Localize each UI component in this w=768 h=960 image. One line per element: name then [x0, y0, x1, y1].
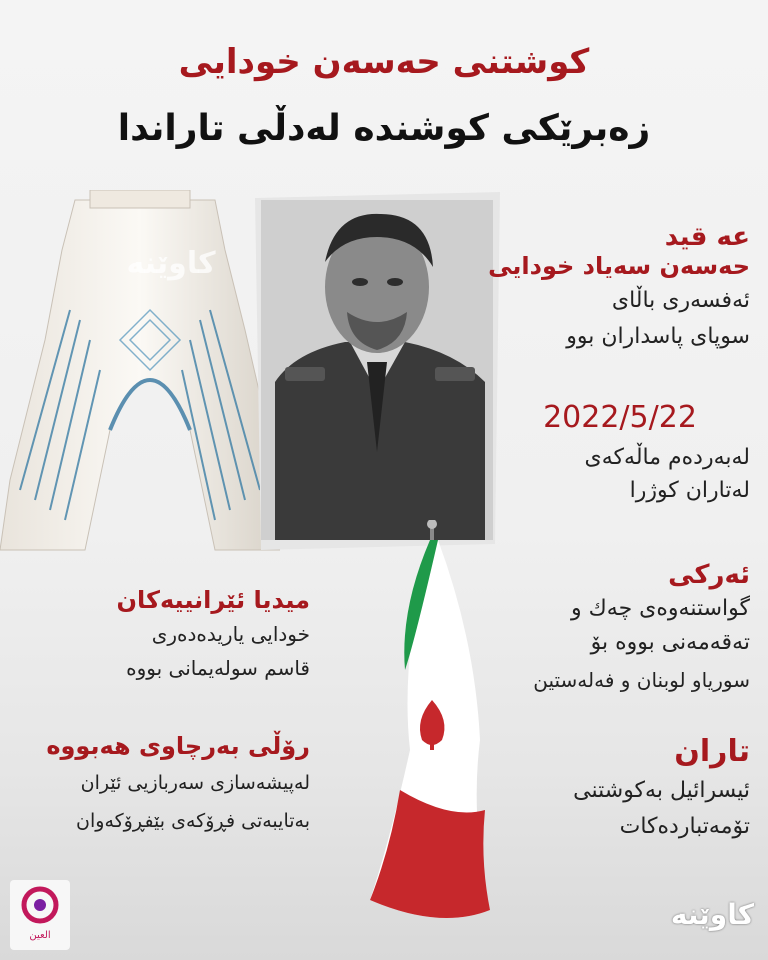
tehran-heading: تاران	[674, 734, 750, 769]
place-line-1: لەبەردەم ماڵەکەی	[584, 445, 750, 470]
media-heading: میدیا ئێرانییەکان	[116, 586, 310, 614]
brand-logo: کاوێنە	[670, 898, 754, 931]
alain-logo-text: العين	[29, 930, 51, 941]
place-line-2: لەتاران کوژرا	[629, 478, 750, 503]
alain-logo-icon	[10, 880, 70, 930]
description-line-1: ئەفسەری باڵای	[611, 288, 750, 313]
duty-line-3: سوریاو لوبنان و فەلەستین	[533, 668, 750, 692]
media-line-2: قاسم سولەیمانی بووە	[126, 656, 310, 680]
headline-subtitle: زەبرێکی کوشندە لەدڵی تاراندا	[117, 108, 651, 149]
media-line-1: خودایی یاریدەدەری	[151, 622, 310, 646]
watermark-logo: کاوێنە	[126, 246, 216, 281]
tehran-line-2: تۆمەتباردەکات	[619, 814, 750, 839]
duty-heading: ئەرکی	[668, 560, 750, 590]
rank-heading: عە قید	[664, 222, 750, 252]
role-line-2: بەتایبەتی فڕۆکەی بێفڕۆکەوان	[76, 810, 310, 832]
duty-line-1: گواستنەوەی چەك و	[571, 596, 750, 621]
portrait-photo	[255, 192, 500, 550]
duty-line-2: تەقەمەنی بووە بۆ	[590, 630, 750, 655]
description-line-2: سوپای پاسداران بوو	[566, 324, 750, 349]
name-heading: حەسەن سەیاد خودایی	[488, 252, 750, 280]
role-line-1: لەپیشەسازی سەربازیی ئێران	[80, 772, 310, 794]
headline-title: کوشتنی حەسەن خودایی	[178, 42, 590, 82]
tehran-line-1: ئیسرائیل بەکوشتنی	[573, 778, 750, 803]
date-label: 2022/5/22	[543, 400, 697, 435]
role-heading: رۆڵی بەرچاوی هەبووە	[46, 732, 310, 760]
